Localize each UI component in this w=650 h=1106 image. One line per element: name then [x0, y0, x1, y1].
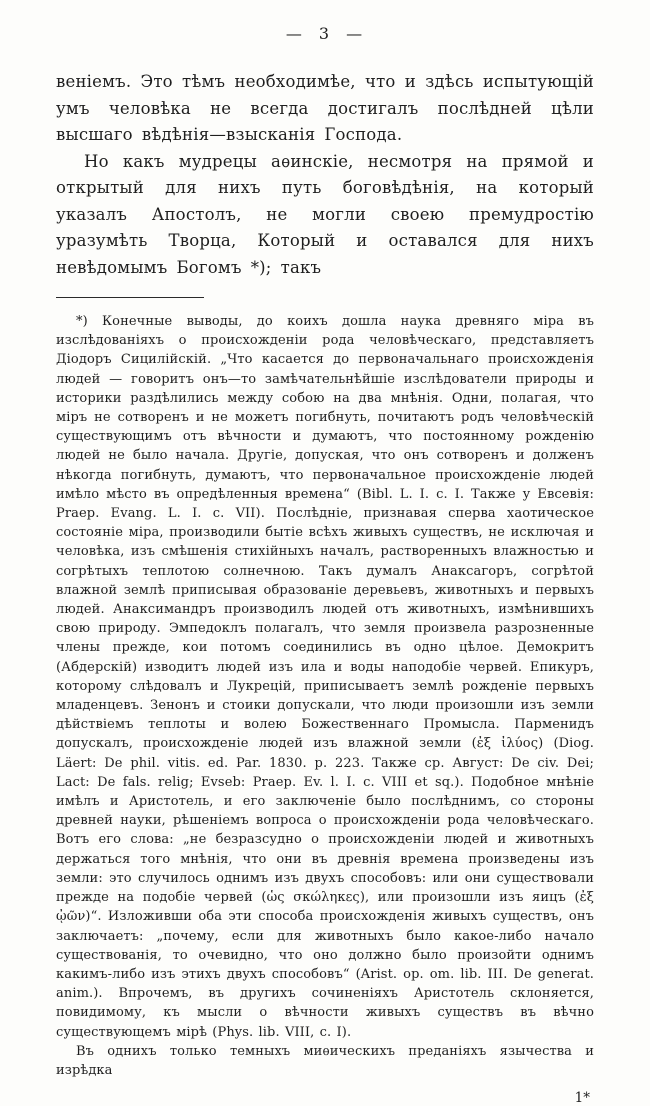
- body-paragraph: веніемъ. Это тѣмъ необходимѣе, что и здѣсь испытующій умъ человѣка не всегда достигалъ послѣдней цѣли высшаго вѣдѣнія—взысканія Господа.: [56, 72, 594, 144]
- body-paragraph: Но какъ мудрецы аѳинскіе, несмотря на прямой и открытый для нихъ путь боговѣдѣнія, на который указалъ Апостолъ, не могли своею премудростію уразумѣть Творца, Который и оставался для нихъ невѣдомымъ Богомъ *); такъ: [56, 151, 594, 277]
- footnote: [56, 312, 594, 1080]
- footnote-paragraph: Въ однихъ только темныхъ миѳическихъ преданіяхъ язычества и изрѣдка: [56, 1043, 594, 1078]
- main-text: [56, 69, 594, 281]
- signature-mark: 1*: [574, 1090, 590, 1106]
- footnote-paragraph: *) Конечные выводы, до коихъ дошла наука древняго міра въ изслѣдованіяхъ о происхожденіи рода человѣческаго, представляетъ Діодоръ Сицилійскій. „Что касается до первоначальнаго происхожденія людей — говоритъ онъ—то замѣчательнѣйшіе изслѣдователи природы и историки раздѣлились между собою на два мнѣнія. Одни, полагая, что міръ не сотворенъ и не можетъ погибнуть, почитаютъ родъ человѣческій существующимъ отъ вѣчности и думаютъ, что постоянному рожденію людей не было начала. Другіе, допуская, что онъ сотворенъ и долженъ нѣкогда погибнуть, думаютъ, что первоначальное происхожденіе людей имѣло мѣсто въ опредѣленныя времена“ (Bibl. L. I. c. I. Также у Евсевія: Praep. Evang. L. I. c. VII). Послѣдніе, признавая сперва хаотическое состояніе міра, производили бытіе всѣхъ живыхъ существъ, не исключая и человѣка, изъ смѣшенія стихійныхъ началъ, растворенныхъ влажностью и согрѣтыхъ теплотою солнечною. Такъ думалъ Анаксагоръ, согрѣтой влажной землѣ приписывая образованіе деревьевъ, животныхъ и первыхъ людей. Анаксимандръ производилъ людей отъ животныхъ, измѣнившихъ свою природу. Эмпедоклъ полагалъ, что земля произвела разрозненные члены прежде, кои потомъ соединились въ одно цѣлое. Демокритъ (Абдерскій) изводитъ людей изъ ила и воды наподобіе червей. Епикуръ, которому слѣдовалъ и Лукрецій, приписываетъ землѣ рожденіе первыхъ младенцевъ. Зенонъ и стоики допускали, что люди произошли изъ земли дѣйствіемъ теплоты и волею Божественнаго Промысла. Парменидъ допускалъ, происхожденіе людей изъ влажной земли (ἐξ ἰλύος) (Diog. Läert: De phil. vitis. ed. Par. 1830. p. 223. Также ср. Август: De civ. Dei; Lact: De fals. relig; Evseb: Praep. Ev. l. I. c. VIII et sq.). Подобное мнѣніе имѣлъ и Аристотель, и его заключеніе было послѣднимъ, со стороны древней науки, рѣшеніемъ вопроса о происхожденіи рода человѣческаго. Вотъ его слова: „не безразсудно о происхожденіи людей и животныхъ держаться того мнѣнія, что они въ древнія времена произведены изъ земли: это случилось однимъ изъ двухъ способовъ: или они существовали прежде на подобіе червей (ὡς σκώληκες), или произошли изъ яицъ (ἐξ ᾠῶν)“. Изложивши оба эти способа происхожденія живыхъ существъ, онъ заключаетъ: „почему, если для животныхъ было какое-либо начало существованія, то очевидно, что оно должно было произойти однимъ какимъ-либо изъ этихъ двухъ способовъ“ (Arist. op. om. lib. III. De generat. anim.). Впрочемъ, въ другихъ сочиненіяхъ Аристотель склоняется, повидимому, къ мысли о вѣчности живыхъ существъ въ вѣчно существующемъ мірѣ (Phys. lib. VIII, c. I).: [56, 314, 594, 1040]
- footnote-separator-rule: [56, 297, 204, 298]
- page-number: — 3 —: [285, 24, 365, 43]
